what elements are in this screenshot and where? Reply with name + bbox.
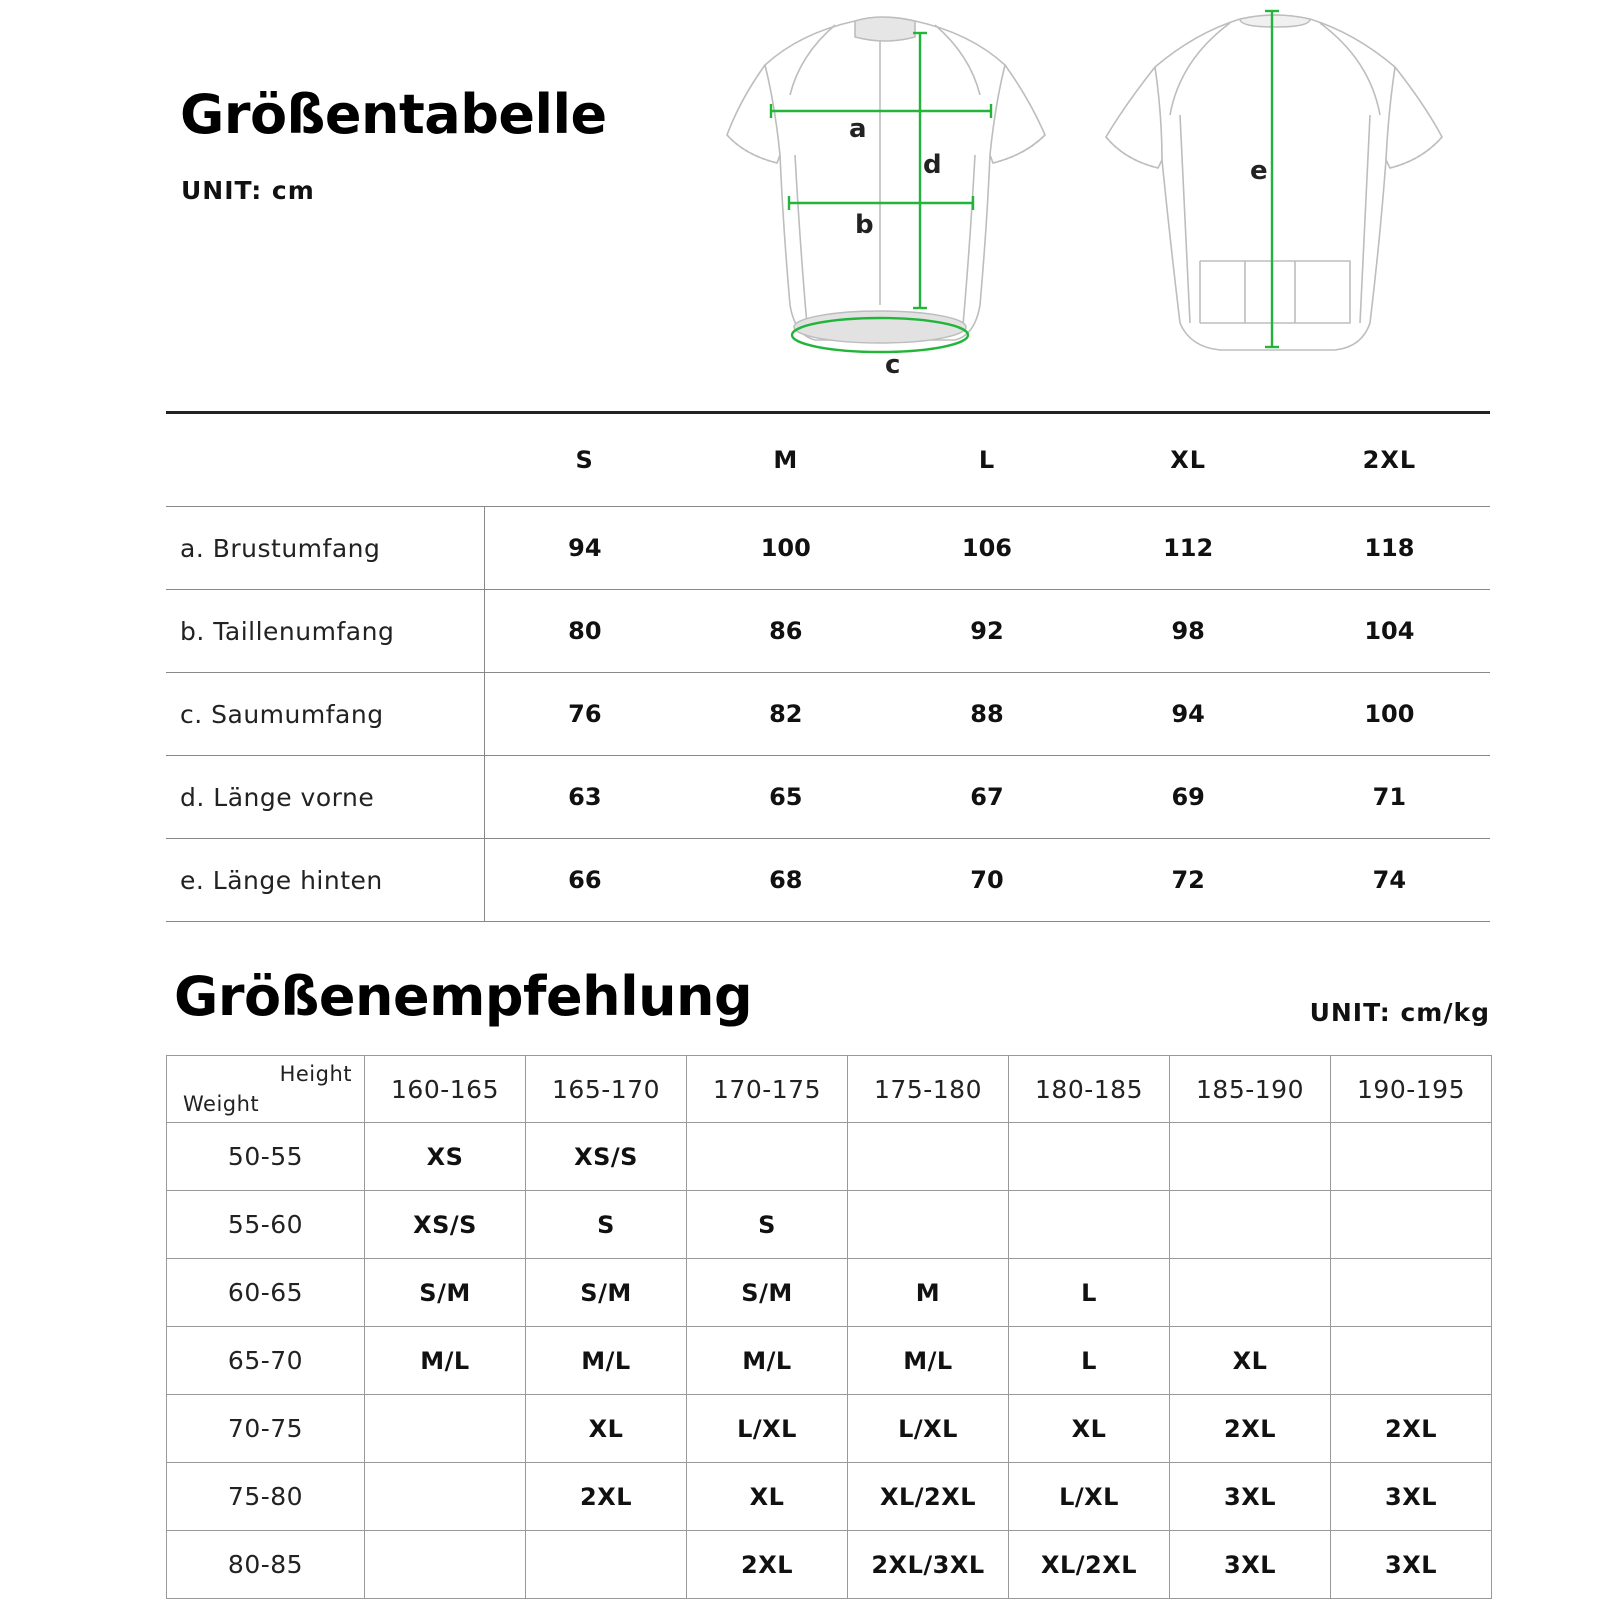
size-chart-table — [166, 414, 1490, 922]
height-header: 185-190 — [1170, 1056, 1331, 1123]
size-cell: XS/S — [365, 1191, 526, 1259]
size-cell: L/XL — [687, 1395, 848, 1463]
size-cell — [1170, 1123, 1331, 1191]
table-row — [166, 590, 1490, 673]
measurement-value: 88 — [886, 673, 1087, 756]
size-cell — [365, 1463, 526, 1531]
measurement-value: 71 — [1289, 756, 1490, 839]
size-cell: M — [848, 1259, 1009, 1327]
measurement-value: 82 — [685, 673, 886, 756]
size-cell — [365, 1531, 526, 1599]
measurement-value: 66 — [484, 839, 685, 922]
diagram-label-b: b — [855, 210, 874, 240]
measurement-value: 118 — [1289, 507, 1490, 590]
size-cell: 2XL — [687, 1531, 848, 1599]
table-row — [167, 1123, 1492, 1191]
size-cell: 3XL — [1170, 1463, 1331, 1531]
recommendation-table — [166, 1055, 1492, 1599]
measurement-value: 98 — [1088, 590, 1289, 673]
table-row — [166, 507, 1490, 590]
height-header: 160-165 — [365, 1056, 526, 1123]
table-row — [166, 756, 1490, 839]
diagram-label-d: d — [923, 150, 942, 180]
size-header: M — [685, 414, 886, 507]
measurement-value: 92 — [886, 590, 1087, 673]
size-header-empty — [166, 414, 484, 507]
size-cell: 3XL — [1331, 1531, 1492, 1599]
size-cell: XL — [526, 1395, 687, 1463]
table-row — [167, 1259, 1492, 1327]
measurement-value: 94 — [1088, 673, 1289, 756]
measurement-value: 80 — [484, 590, 685, 673]
table-row — [167, 1395, 1492, 1463]
measurement-value: 112 — [1088, 507, 1289, 590]
measurement-value: 67 — [886, 756, 1087, 839]
measurement-label: e. Länge hinten — [166, 839, 484, 922]
table-row — [167, 1327, 1492, 1395]
size-cell — [1331, 1191, 1492, 1259]
size-cell: L — [1009, 1259, 1170, 1327]
size-header-row — [166, 414, 1490, 507]
table-row — [167, 1463, 1492, 1531]
table-row — [166, 839, 1490, 922]
size-cell: XL — [1170, 1327, 1331, 1395]
size-cell: M/L — [365, 1327, 526, 1395]
size-cell — [1331, 1123, 1492, 1191]
size-cell: M/L — [848, 1327, 1009, 1395]
diagram-label-e: e — [1250, 156, 1268, 186]
measurement-value: 65 — [685, 756, 886, 839]
size-cell — [365, 1395, 526, 1463]
measurement-label: d. Länge vorne — [166, 756, 484, 839]
measurement-value: 86 — [685, 590, 886, 673]
measurement-label: b. Taillenumfang — [166, 590, 484, 673]
size-cell — [1170, 1191, 1331, 1259]
size-header: XL — [1088, 414, 1289, 507]
weight-label: 55-60 — [167, 1191, 365, 1259]
measurement-value: 100 — [685, 507, 886, 590]
size-cell: XS/S — [526, 1123, 687, 1191]
measurement-label: a. Brustumfang — [166, 507, 484, 590]
size-cell: 2XL/3XL — [848, 1531, 1009, 1599]
measurement-value: 63 — [484, 756, 685, 839]
size-cell: XL — [1009, 1395, 1170, 1463]
size-cell: 3XL — [1331, 1463, 1492, 1531]
size-cell: 3XL — [1170, 1531, 1331, 1599]
measurement-value: 69 — [1088, 756, 1289, 839]
size-cell: S/M — [687, 1259, 848, 1327]
measurement-value: 72 — [1088, 839, 1289, 922]
size-cell: L — [1009, 1327, 1170, 1395]
height-header: 175-180 — [848, 1056, 1009, 1123]
height-header: 180-185 — [1009, 1056, 1170, 1123]
table-row — [166, 673, 1490, 756]
weight-label: 70-75 — [167, 1395, 365, 1463]
jersey-back-diagram — [1100, 5, 1460, 385]
weight-label: 75-80 — [167, 1463, 365, 1531]
height-header-row — [167, 1056, 1492, 1123]
weight-label: 65-70 — [167, 1327, 365, 1395]
size-cell: S — [687, 1191, 848, 1259]
size-cell: L/XL — [848, 1395, 1009, 1463]
size-cell — [526, 1531, 687, 1599]
measurement-value: 104 — [1289, 590, 1490, 673]
height-header: 165-170 — [526, 1056, 687, 1123]
size-cell: XS — [365, 1123, 526, 1191]
height-header: 170-175 — [687, 1056, 848, 1123]
table-row — [167, 1531, 1492, 1599]
size-cell — [687, 1123, 848, 1191]
size-cell: S — [526, 1191, 687, 1259]
size-cell — [1009, 1191, 1170, 1259]
jersey-front-diagram — [705, 5, 1065, 385]
size-cell: L/XL — [1009, 1463, 1170, 1531]
size-header: S — [484, 414, 685, 507]
height-header: 190-195 — [1331, 1056, 1492, 1123]
weight-label: 60-65 — [167, 1259, 365, 1327]
table-row — [167, 1191, 1492, 1259]
size-cell — [848, 1191, 1009, 1259]
weight-label: 50-55 — [167, 1123, 365, 1191]
size-cell: 2XL — [1331, 1395, 1492, 1463]
size-chart-title: Größentabelle — [180, 83, 607, 146]
size-cell: S/M — [526, 1259, 687, 1327]
measurement-value: 106 — [886, 507, 1087, 590]
size-cell: S/M — [365, 1259, 526, 1327]
diagram-label-c: c — [885, 350, 901, 380]
size-cell: XL/2XL — [848, 1463, 1009, 1531]
corner-height-label: Height — [279, 1062, 352, 1086]
measurement-value: 76 — [484, 673, 685, 756]
size-cell: XL/2XL — [1009, 1531, 1170, 1599]
size-header: 2XL — [1289, 414, 1490, 507]
size-cell — [1331, 1327, 1492, 1395]
measurement-value: 100 — [1289, 673, 1490, 756]
size-cell: XL — [687, 1463, 848, 1531]
size-cell: 2XL — [1170, 1395, 1331, 1463]
measurement-value: 70 — [886, 839, 1087, 922]
recommendation-unit: UNIT: cm/kg — [1309, 998, 1490, 1027]
size-cell: 2XL — [526, 1463, 687, 1531]
size-cell: M/L — [526, 1327, 687, 1395]
measurement-value: 68 — [685, 839, 886, 922]
size-chart-unit: UNIT: cm — [181, 176, 315, 205]
measurement-value: 74 — [1289, 839, 1490, 922]
corner-cell — [167, 1056, 365, 1123]
size-header: L — [886, 414, 1087, 507]
size-cell — [1009, 1123, 1170, 1191]
weight-label: 80-85 — [167, 1531, 365, 1599]
size-cell: M/L — [687, 1327, 848, 1395]
measurement-value: 94 — [484, 507, 685, 590]
recommendation-title: Größenempfehlung — [174, 965, 753, 1028]
size-cell — [1331, 1259, 1492, 1327]
size-cell — [1170, 1259, 1331, 1327]
diagram-label-a: a — [849, 114, 867, 144]
size-cell — [848, 1123, 1009, 1191]
corner-weight-label: Weight — [183, 1092, 260, 1116]
measurement-label: c. Saumumfang — [166, 673, 484, 756]
